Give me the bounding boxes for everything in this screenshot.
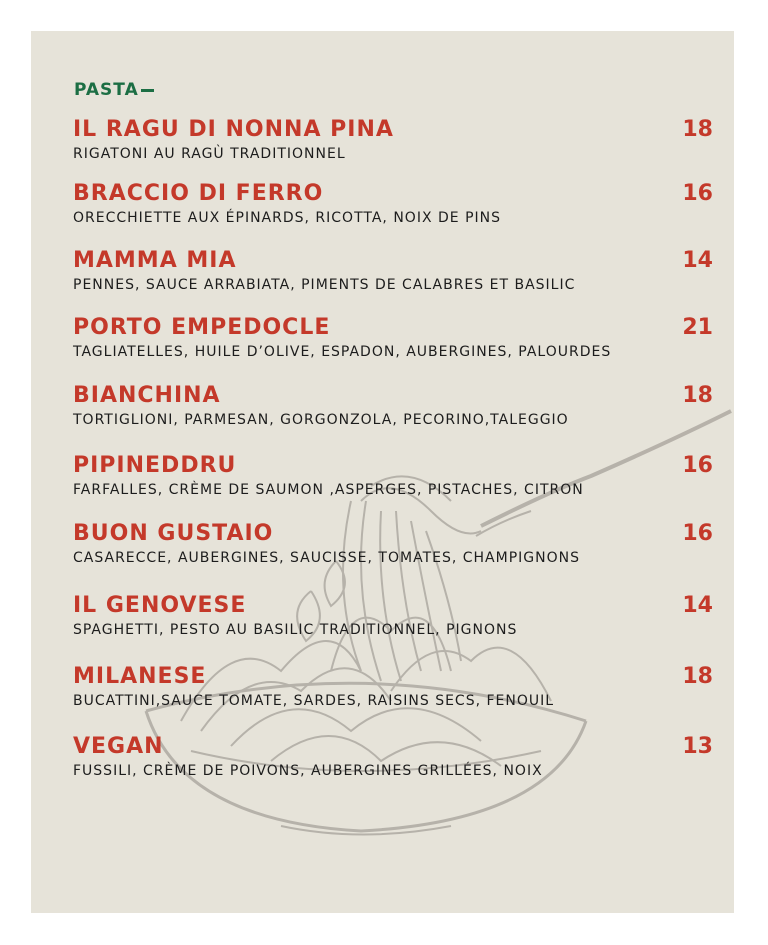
item-name: MILANESE [73, 664, 207, 689]
item-price: 13 [682, 734, 713, 759]
item-description: RIGATONI AU RAGÙ TRADITIONNEL [73, 146, 346, 162]
item-description: CASARECCE, AUBERGINES, SAUCISSE, TOMATES, CHAMPIGNONS [73, 550, 580, 566]
item-price: 18 [682, 117, 713, 142]
item-description: FARFALLES, CRÈME DE SAUMON ,ASPERGES, PISTACHES, CITRON [73, 482, 584, 498]
item-description: TORTIGLIONI, PARMESAN, GORGONZOLA, PECORINO,TALEGGIO [73, 412, 569, 428]
item-price: 16 [682, 521, 713, 546]
section-title [74, 80, 154, 100]
item-name: BIANCHINA [73, 383, 221, 408]
item-price: 14 [682, 593, 713, 618]
item-name: MAMMA MIA [73, 248, 237, 273]
item-price: 21 [682, 315, 713, 340]
item-name: BUON GUSTAIO [73, 521, 274, 546]
item-description: ORECCHIETTE AUX ÉPINARDS, RICOTTA, NOIX DE PINS [73, 210, 501, 226]
item-price: 14 [682, 248, 713, 273]
item-description: FUSSILI, CRÈME DE POIVONS, AUBERGINES GRILLÉES, NOIX [73, 763, 543, 779]
menu-page [31, 31, 734, 913]
item-description: BUCATTINI,SAUCE TOMATE, SARDES, RAISINS SECS, FENOUIL [73, 693, 555, 709]
item-name: VEGAN [73, 734, 164, 759]
section-title-text: PASTA [74, 80, 139, 100]
item-name: IL GENOVESE [73, 593, 247, 618]
item-description: SPAGHETTI, PESTO AU BASILIC TRADITIONNEL, PIGNONS [73, 622, 518, 638]
item-price: 18 [682, 383, 713, 408]
item-name: BRACCIO DI FERRO [73, 181, 324, 206]
item-price: 18 [682, 664, 713, 689]
item-name: PIPINEDDRU [73, 453, 237, 478]
item-description: TAGLIATELLES, HUILE D’OLIVE, ESPADON, AUBERGINES, PALOURDES [73, 344, 612, 360]
item-description: PENNES, SAUCE ARRABIATA, PIMENTS DE CALABRES ET BASILIC [73, 277, 576, 293]
item-price: 16 [682, 181, 713, 206]
item-name: PORTO EMPEDOCLE [73, 315, 331, 340]
item-name: IL RAGU DI NONNA PINA [73, 117, 394, 142]
item-price: 16 [682, 453, 713, 478]
section-title-dash [141, 89, 154, 92]
